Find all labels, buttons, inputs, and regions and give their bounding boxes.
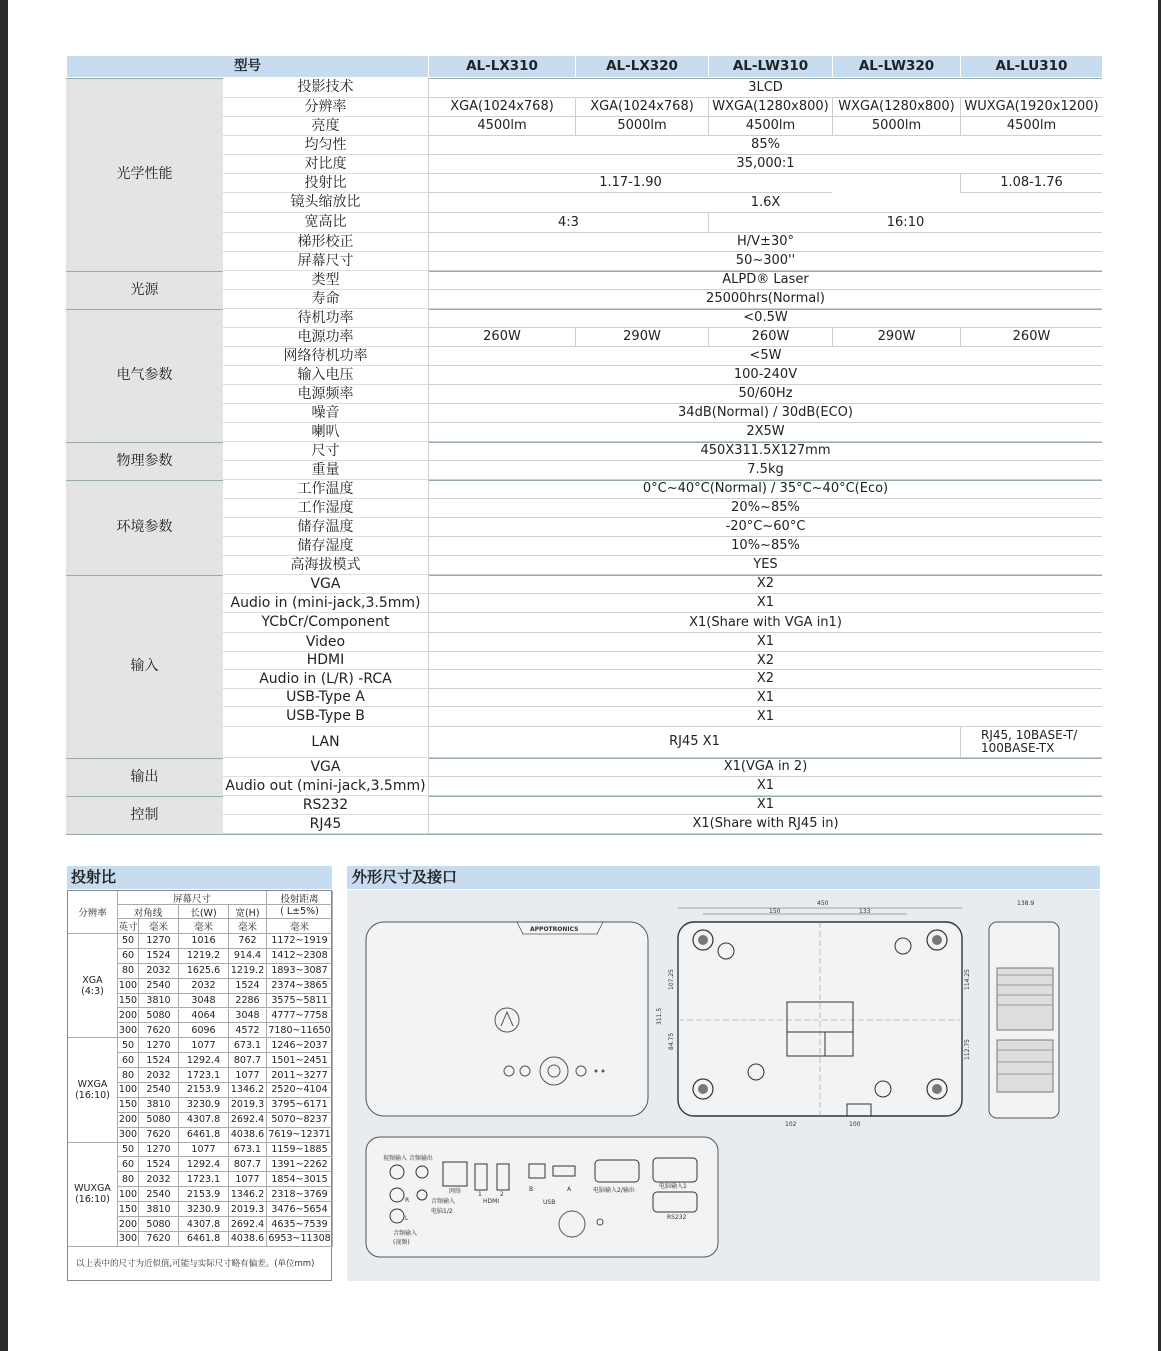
spec-group-label: 物理参数: [66, 442, 223, 480]
spec-value: 50/60Hz: [428, 385, 1102, 404]
spec-row-label: 亮度: [223, 117, 428, 136]
throw-cell: 7180~11650: [267, 1023, 333, 1038]
throw-cell: 1292.4: [179, 1158, 229, 1173]
spec-value: 4500lm: [708, 117, 832, 136]
spec-row-label: Audio in (L/R) -RCA: [223, 670, 428, 689]
throw-cell: 3810: [139, 1098, 179, 1113]
throw-header-width: 长(W): [179, 905, 229, 919]
spec-row-label: 投射比: [223, 174, 428, 193]
throw-cell: 1501~2451: [267, 1053, 333, 1068]
throw-header-inch: 英寸: [118, 919, 139, 934]
table-bottom-rule: [66, 834, 1102, 835]
throw-cell: 1625.6: [179, 964, 229, 979]
throw-cell: 1172~1919: [267, 934, 333, 949]
throw-cell: 5080: [139, 1113, 179, 1128]
throw-cell: 7619~12371: [267, 1128, 333, 1143]
spec-value: 1.08-1.76: [960, 174, 1102, 193]
spec-value: X1: [428, 707, 1102, 727]
throw-cell: 2374~3865: [267, 979, 333, 994]
svg-text:150: 150: [769, 908, 781, 915]
throw-cell: 80: [118, 1172, 139, 1187]
throw-header-mm: 毫米: [267, 919, 333, 934]
throw-cell: 2032: [139, 964, 179, 979]
svg-text:311.5: 311.5: [656, 1007, 663, 1025]
page-edge-left: [0, 0, 8, 1351]
throw-cell: 1159~1885: [267, 1143, 333, 1158]
throw-cell: 1346.2: [229, 1187, 267, 1202]
throw-cell: 2540: [139, 979, 179, 994]
throw-cell: 3575~5811: [267, 994, 333, 1009]
spec-row-label: 工作湿度: [223, 499, 428, 518]
svg-text:450: 450: [817, 900, 829, 907]
spec-row-label: 重量: [223, 461, 428, 480]
spec-row-label: RS232: [223, 796, 428, 815]
svg-text:B: B: [529, 1186, 534, 1193]
throw-cell: 1893~3087: [267, 964, 333, 979]
throw-header-tolerance: ( L±5%): [267, 905, 333, 919]
spec-value: XGA(1024x768): [428, 98, 575, 117]
throw-cell: 4038.6: [229, 1232, 267, 1247]
svg-text:102: 102: [785, 1121, 797, 1128]
spec-group-label: 输出: [66, 758, 223, 796]
throw-cell: 3810: [139, 1202, 179, 1217]
throw-cell: 200: [118, 1113, 139, 1128]
projector-bottom-view: [656, 900, 971, 1128]
spec-value: 7.5kg: [428, 461, 1102, 480]
throw-cell: 2153.9: [179, 1083, 229, 1098]
spec-value: 1.6X: [428, 193, 1102, 213]
throw-cell: 200: [118, 1009, 139, 1024]
throw-cell: 1391~2262: [267, 1158, 333, 1173]
svg-text:HDMI: HDMI: [483, 1198, 500, 1205]
throw-cell: 7620: [139, 1128, 179, 1143]
throw-header-resolution: 分辨率: [68, 891, 118, 934]
throw-cell: 2540: [139, 1083, 179, 1098]
svg-text:133: 133: [859, 908, 871, 915]
throw-cell: 3795~6171: [267, 1098, 333, 1113]
throw-cell: 1246~2037: [267, 1038, 333, 1053]
spec-row-label: 分辨率: [223, 98, 428, 117]
svg-text:RS232: RS232: [667, 1214, 687, 1221]
throw-cell: 5080: [139, 1217, 179, 1232]
throw-cell: 3476~5654: [267, 1202, 333, 1217]
spec-row-label: RJ45: [223, 815, 428, 834]
throw-cell: 1077: [229, 1068, 267, 1083]
svg-text:1: 1: [478, 1191, 482, 1198]
spec-value: RJ45 X1: [428, 727, 960, 758]
spec-row-label: 均匀性: [223, 136, 428, 155]
svg-text:网络: 网络: [449, 1188, 462, 1195]
throw-cell: 150: [118, 994, 139, 1009]
spec-value: X1: [428, 633, 1102, 652]
spec-row-label: 尺寸: [223, 442, 428, 461]
spec-value: 16:10: [708, 213, 1102, 233]
rear-port-panel: [366, 1137, 718, 1257]
spec-group-label: 输入: [66, 575, 223, 758]
projector-top-view: [366, 922, 648, 1116]
spec-value: H/V±30°: [428, 233, 1102, 252]
throw-cell: 150: [118, 1098, 139, 1113]
model-header-al-lw320: AL-LW320: [832, 56, 960, 77]
throw-cell: 6461.8: [179, 1232, 229, 1247]
throw-header-screen-size: 屏幕尺寸: [118, 891, 267, 905]
spec-value: 10%~85%: [428, 537, 1102, 556]
spec-value: X2: [428, 670, 1102, 689]
throw-cell: 4064: [179, 1009, 229, 1024]
svg-text:(视频): (视频): [393, 1239, 410, 1246]
throw-cell: 673.1: [229, 1143, 267, 1158]
spec-value: WXGA(1280x800): [708, 98, 832, 117]
throw-cell: 1524: [139, 1158, 179, 1173]
spec-row-label: USB-Type A: [223, 689, 428, 707]
spec-row-label: 高海拔模式: [223, 556, 428, 575]
svg-text:107.25: 107.25: [668, 969, 675, 990]
spec-value: 290W: [575, 328, 708, 347]
spec-value: YES: [428, 556, 1102, 575]
throw-cell: 3230.9: [179, 1098, 229, 1113]
throw-cell: 2011~3277: [267, 1068, 333, 1083]
throw-cell: 5070~8237: [267, 1113, 333, 1128]
throw-cell: 2019.3: [229, 1098, 267, 1113]
spec-value: X1(Share with VGA in1): [428, 613, 1102, 633]
throw-cell: 2520~4104: [267, 1083, 333, 1098]
throw-cell: 1412~2308: [267, 949, 333, 964]
spec-row-label: 网络待机功率: [223, 347, 428, 366]
dimension-drawings: [347, 890, 1100, 1281]
svg-text:138.9: 138.9: [1017, 900, 1035, 907]
model-header-al-lw310: AL-LW310: [708, 56, 832, 77]
spec-value: 20%~85%: [428, 499, 1102, 518]
dimensions-panel: [347, 890, 1100, 1281]
throw-cell: 60: [118, 949, 139, 964]
svg-text:112.75: 112.75: [964, 1039, 971, 1060]
svg-text:A: A: [567, 1186, 572, 1193]
model-header-al-lx320: AL-LX320: [575, 56, 708, 77]
throw-cell: 2540: [139, 1187, 179, 1202]
throw-cell: 2153.9: [179, 1187, 229, 1202]
throw-ratio-title: 投射比: [67, 866, 332, 889]
spec-value: ALPD® Laser: [428, 271, 1102, 290]
svg-text:电脑输入2/输出: 电脑输入2/输出: [593, 1187, 635, 1194]
spec-row-label: 待机功率: [223, 309, 428, 328]
throw-cell: 100: [118, 1187, 139, 1202]
throw-cell: 80: [118, 964, 139, 979]
spec-row-label: HDMI: [223, 652, 428, 670]
svg-text:L: L: [405, 1215, 409, 1222]
svg-text:电脑输入1: 电脑输入1: [659, 1183, 687, 1190]
throw-cell: 2692.4: [229, 1217, 267, 1232]
model-header-al-lx310: AL-LX310: [428, 56, 575, 77]
spec-row-label: 电源功率: [223, 328, 428, 347]
svg-text:R: R: [405, 1197, 410, 1204]
throw-cell: 3048: [179, 994, 229, 1009]
throw-cell: 300: [118, 1232, 139, 1247]
throw-cell: 1219.2: [179, 949, 229, 964]
throw-cell: 1270: [139, 934, 179, 949]
spec-group-label: 控制: [66, 796, 223, 834]
throw-note: 以上表中的尺寸为近似值,可能与实际尺寸略有偏差。(单位mm): [76, 1259, 315, 1269]
spec-value: XGA(1024x768): [575, 98, 708, 117]
throw-cell: 4307.8: [179, 1113, 229, 1128]
spec-row-label: 寿命: [223, 290, 428, 309]
throw-cell: 807.7: [229, 1158, 267, 1173]
dimensions-title: 外形尺寸及接口: [347, 866, 1100, 889]
throw-cell: 2032: [139, 1172, 179, 1187]
spec-group-label: 光源: [66, 271, 223, 309]
spec-value: 5000lm: [575, 117, 708, 136]
throw-header-distance: 投射距离: [267, 891, 333, 905]
throw-cell: 1524: [229, 979, 267, 994]
spec-value: 34dB(Normal) / 30dB(ECO): [428, 404, 1102, 423]
spec-value: 260W: [428, 328, 575, 347]
throw-cell: 807.7: [229, 1053, 267, 1068]
spec-value: X1: [428, 777, 1102, 796]
spec-value: 290W: [832, 328, 960, 347]
spec-value: 5000lm: [832, 117, 960, 136]
svg-text:100: 100: [849, 1121, 861, 1128]
throw-cell: 4572: [229, 1023, 267, 1038]
throw-cell: 762: [229, 934, 267, 949]
throw-header-height: 宽(H): [229, 905, 267, 919]
spec-row-label: 类型: [223, 271, 428, 290]
spec-value: X2: [428, 652, 1102, 670]
spec-row-label: 工作温度: [223, 480, 428, 499]
svg-text:电脑1/2: 电脑1/2: [431, 1208, 453, 1215]
spec-row-label: 宽高比: [223, 213, 428, 233]
spec-row-label: Video: [223, 633, 428, 652]
throw-cell: 7620: [139, 1232, 179, 1247]
spec-value: 25000hrs(Normal): [428, 290, 1102, 309]
brand-label: APPOTRONICS: [530, 926, 579, 933]
throw-cell: 50: [118, 1038, 139, 1053]
spec-row-label: 投影技术: [223, 78, 428, 98]
svg-text:84.75: 84.75: [668, 1032, 675, 1050]
throw-cell: 1723.1: [179, 1172, 229, 1187]
throw-cell: 2692.4: [229, 1113, 267, 1128]
throw-cell: 4307.8: [179, 1217, 229, 1232]
spec-row-label: 电源频率: [223, 385, 428, 404]
spec-row-label: 屏幕尺寸: [223, 252, 428, 271]
spec-value: 100-240V: [428, 366, 1102, 385]
throw-cell: 6096: [179, 1023, 229, 1038]
svg-text:音频输入: 音频输入: [431, 1198, 456, 1205]
throw-cell: 673.1: [229, 1038, 267, 1053]
spec-row-label: LAN: [223, 727, 428, 758]
throw-cell: 1524: [139, 949, 179, 964]
throw-cell: 7620: [139, 1023, 179, 1038]
spec-value: 260W: [960, 328, 1102, 347]
throw-header-mm: 毫米: [179, 919, 229, 934]
throw-cell: 3230.9: [179, 1202, 229, 1217]
spec-row-label: 对比度: [223, 155, 428, 174]
svg-text:音频输入: 音频输入: [393, 1230, 418, 1237]
throw-header-diagonal: 对角线: [118, 905, 179, 919]
spec-row-label: VGA: [223, 758, 428, 777]
throw-resolution-block: WXGA (16:10): [68, 1038, 118, 1142]
throw-cell: 1077: [229, 1172, 267, 1187]
throw-cell: 1077: [179, 1038, 229, 1053]
spec-value: 450X311.5X127mm: [428, 442, 1102, 461]
throw-ratio-table: [67, 890, 332, 1281]
spec-value: X1: [428, 594, 1102, 613]
spec-row-label: 噪音: [223, 404, 428, 423]
throw-cell: 1219.2: [229, 964, 267, 979]
throw-cell: 6953~11308: [267, 1232, 333, 1247]
spec-row-label: 储存温度: [223, 518, 428, 537]
throw-cell: 2286: [229, 994, 267, 1009]
spec-row-label: Audio out (mini-jack,3.5mm): [223, 777, 428, 796]
svg-text:USB: USB: [543, 1199, 556, 1206]
throw-cell: 4635~7539: [267, 1217, 333, 1232]
spec-row-label: 喇叭: [223, 423, 428, 442]
throw-cell: 300: [118, 1128, 139, 1143]
spec-group-label: 电气参数: [66, 309, 223, 442]
throw-cell: 4777~7758: [267, 1009, 333, 1024]
throw-cell: 50: [118, 934, 139, 949]
spec-group-label: 光学性能: [66, 78, 223, 271]
throw-cell: 150: [118, 1202, 139, 1217]
spec-value: 35,000:1: [428, 155, 1102, 174]
spec-value: X1: [428, 796, 1102, 815]
spec-value: X2: [428, 575, 1102, 594]
spec-value: 260W: [708, 328, 832, 347]
throw-cell: 3048: [229, 1009, 267, 1024]
spec-value: 85%: [428, 136, 1102, 155]
spec-value: X1: [428, 689, 1102, 707]
spec-value: 4500lm: [428, 117, 575, 136]
throw-cell: 60: [118, 1158, 139, 1173]
throw-cell: 80: [118, 1068, 139, 1083]
svg-text:114.25: 114.25: [964, 969, 971, 990]
throw-cell: 2019.3: [229, 1202, 267, 1217]
spec-value: 4500lm: [960, 117, 1102, 136]
throw-cell: 1723.1: [179, 1068, 229, 1083]
spec-value: <5W: [428, 347, 1102, 366]
spec-header-model-label: 型号: [66, 56, 428, 77]
spec-value: 3LCD: [428, 78, 1102, 98]
throw-cell: 1077: [179, 1143, 229, 1158]
spec-value: 1.17-1.90: [428, 174, 832, 193]
throw-cell: 2318~3769: [267, 1187, 333, 1202]
throw-cell: 1016: [179, 934, 229, 949]
spec-value: 2X5W: [428, 423, 1102, 442]
spec-value: 0°C~40°C(Normal) / 35°C~40°C(Eco): [428, 480, 1102, 499]
spec-row-label: 储存湿度: [223, 537, 428, 556]
spec-row-label: YCbCr/Component: [223, 613, 428, 633]
spec-value: -20°C~60°C: [428, 518, 1102, 537]
throw-resolution-block: WUXGA (16:10): [68, 1143, 118, 1247]
spec-table: [66, 56, 1102, 834]
throw-cell: 2032: [179, 979, 229, 994]
throw-header-mm: 毫米: [229, 919, 267, 934]
throw-cell: 50: [118, 1143, 139, 1158]
spec-row-label: 梯形校正: [223, 233, 428, 252]
spec-row-label: VGA: [223, 575, 428, 594]
spec-value: X1(Share with RJ45 in): [428, 815, 1102, 834]
throw-cell: 1346.2: [229, 1083, 267, 1098]
projector-side-view: [989, 900, 1059, 1118]
throw-cell: 300: [118, 1023, 139, 1038]
throw-cell: 6461.8: [179, 1128, 229, 1143]
throw-cell: 3810: [139, 994, 179, 1009]
throw-cell: 1270: [139, 1143, 179, 1158]
spec-value: RJ45, 10BASE-T/ 100BASE-TX: [960, 727, 1102, 758]
svg-text:2: 2: [500, 1191, 504, 1198]
svg-text:视频输入 音频输出: 视频输入 音频输出: [383, 1155, 433, 1162]
throw-cell: 4038.6: [229, 1128, 267, 1143]
spec-row-label: 镜头缩放比: [223, 193, 428, 213]
throw-cell: 60: [118, 1053, 139, 1068]
throw-cell: 1854~3015: [267, 1172, 333, 1187]
throw-cell: 1270: [139, 1038, 179, 1053]
spec-value: <0.5W: [428, 309, 1102, 328]
throw-cell: 200: [118, 1217, 139, 1232]
throw-cell: 914.4: [229, 949, 267, 964]
spec-value: WUXGA(1920x1200): [960, 98, 1102, 117]
throw-cell: 5080: [139, 1009, 179, 1024]
throw-cell: 100: [118, 979, 139, 994]
model-header-al-lu310: AL-LU310: [960, 56, 1102, 77]
throw-cell: 2032: [139, 1068, 179, 1083]
spec-row-label: Audio in (mini-jack,3.5mm): [223, 594, 428, 613]
throw-resolution-block: XGA (4:3): [68, 934, 118, 1038]
spec-value: WXGA(1280x800): [832, 98, 960, 117]
spec-group-label: 环境参数: [66, 480, 223, 575]
throw-header-mm: 毫米: [139, 919, 179, 934]
spec-value: 4:3: [428, 213, 708, 233]
throw-cell: 1524: [139, 1053, 179, 1068]
throw-cell: 100: [118, 1083, 139, 1098]
spec-value: X1(VGA in 2): [428, 758, 1102, 777]
spec-row-label: USB-Type B: [223, 707, 428, 727]
spec-row-label: 输入电压: [223, 366, 428, 385]
spec-value: 50~300'': [428, 252, 1102, 271]
throw-cell: 1292.4: [179, 1053, 229, 1068]
